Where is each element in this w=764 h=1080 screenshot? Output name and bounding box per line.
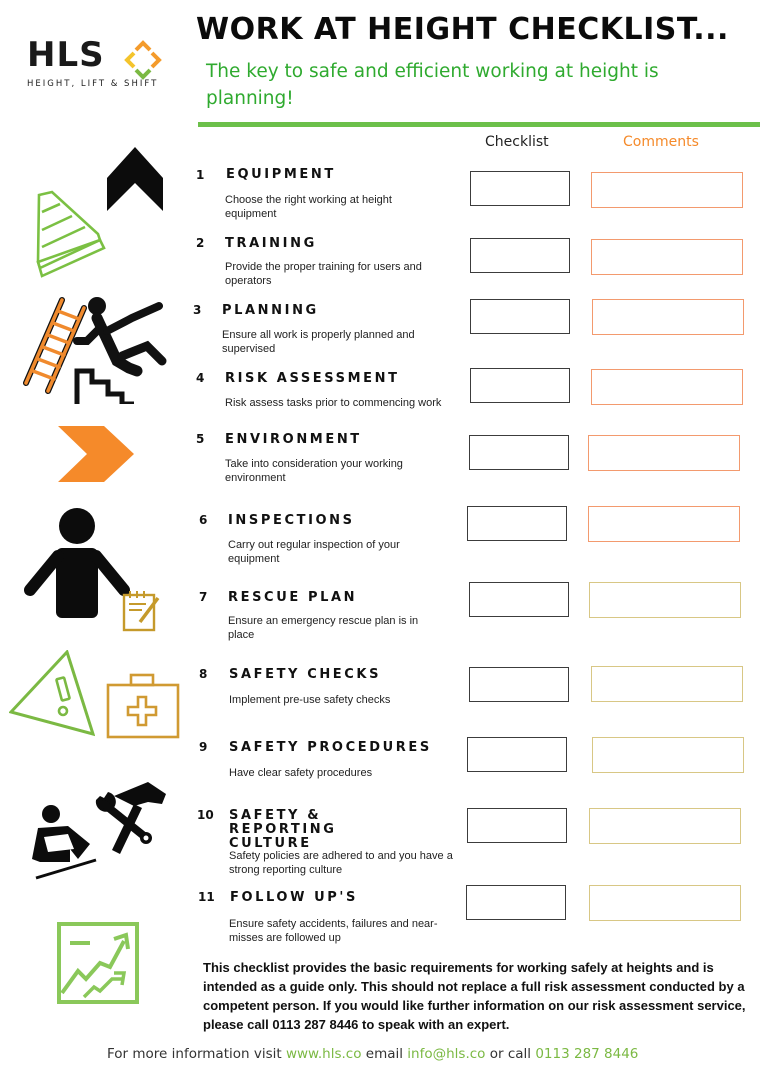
item-description: Provide the proper training for users and operators: [225, 261, 422, 287]
warning-triangle-icon: [9, 650, 95, 738]
comment-box-4[interactable]: [591, 369, 743, 405]
item-number: 5: [196, 432, 205, 446]
item-description: Ensure all work is properly planned and supervised: [222, 329, 415, 355]
checklist-box-2[interactable]: [470, 238, 570, 273]
item-description: Have clear safety procedures: [229, 767, 373, 779]
item-title: ENVIRONMENT: [225, 432, 362, 447]
item-title: INSPECTIONS: [228, 513, 355, 528]
logo-tagline: HEIGHT, LIFT & SHIFT: [27, 79, 159, 89]
comment-box-3[interactable]: [592, 299, 744, 335]
item-title: RESCUE PLAN: [228, 590, 358, 605]
website-link[interactable]: www.hls.co: [285, 1046, 362, 1062]
checklist-box-11[interactable]: [466, 885, 566, 920]
item-number: 3: [193, 303, 202, 317]
comment-box-6[interactable]: [588, 506, 740, 542]
checklist-box-6[interactable]: [467, 506, 567, 541]
checklist-box-9[interactable]: [467, 737, 567, 772]
item-description: Ensure an emergency rescue plan is in place: [228, 615, 419, 641]
checklist-box-7[interactable]: [469, 582, 569, 617]
checklist-box-8[interactable]: [469, 667, 569, 702]
notepad-icon: [122, 590, 162, 632]
checklist-column-header: Checklist: [485, 134, 549, 150]
comment-box-7[interactable]: [589, 582, 741, 618]
item-description: Carry out regular inspection of your equipment: [228, 539, 400, 565]
comments-column-header: Comments: [623, 134, 699, 150]
footer-call-label: or call: [485, 1046, 536, 1062]
first-aid-kit-icon: [104, 672, 180, 740]
comment-box-1[interactable]: [591, 172, 743, 208]
item-description: Take into consideration your working environment: [225, 458, 403, 484]
item-description: Ensure safety accidents, failures and near-misses are followed up: [229, 918, 438, 944]
growth-chart-icon: [56, 921, 140, 1005]
disclaimer-note: This checklist provides the basic requirements for working safely at heights and is intended as a guide only. This should not replace a full risk assessment conducted by a competent person. If you would like further information on our risk assessment service, please call 0113 287 8446 to speak with an expert.: [203, 960, 746, 1032]
page-subtitle: The key to safe and efficient working at height is planning!: [206, 61, 659, 109]
email-link[interactable]: info@hls.co: [407, 1046, 486, 1062]
item-title: SAFETY CHECKS: [229, 667, 382, 682]
item-title: SAFETY & REPORTING CULTURE: [229, 808, 337, 851]
checklist-box-1[interactable]: [470, 171, 570, 206]
item-description: Safety policies are adhered to and you have a strong reporting culture: [229, 850, 453, 876]
item-title: PLANNING: [222, 303, 319, 318]
item-title: SAFETY PROCEDURES: [229, 740, 432, 755]
page-title: WORK AT HEIGHT CHECKLIST...: [196, 12, 729, 47]
phone-link[interactable]: 0113 287 8446: [535, 1046, 639, 1062]
item-number: 9: [199, 740, 208, 754]
item-number: 8: [199, 667, 208, 681]
tools-icon: [86, 782, 168, 856]
footer-email-label: email: [361, 1046, 408, 1062]
item-number: 2: [196, 236, 205, 250]
checklist-box-4[interactable]: [470, 368, 570, 403]
comment-box-11[interactable]: [589, 885, 741, 921]
item-description: Choose the right working at height equipment: [225, 194, 392, 220]
comment-box-9[interactable]: [592, 737, 744, 773]
item-number: 6: [199, 513, 208, 527]
item-number: 4: [196, 371, 205, 385]
comment-box-10[interactable]: [589, 808, 741, 844]
item-number: 7: [199, 590, 208, 604]
footer-prefix: For more information visit: [107, 1046, 286, 1062]
item-title: FOLLOW UP'S: [230, 890, 358, 905]
falling-person-ladder-icon: [22, 296, 167, 404]
comment-box-2[interactable]: [591, 239, 743, 275]
item-title: TRAINING: [225, 236, 317, 251]
chevron-up-icon: [107, 147, 163, 211]
person-icon: [24, 508, 132, 620]
logo-diamond-icon: [124, 40, 162, 80]
item-title: RISK ASSESSMENT: [225, 371, 400, 386]
item-description: Risk assess tasks prior to commencing work: [225, 397, 442, 409]
item-description: Implement pre-use safety checks: [229, 694, 391, 706]
item-number: 11: [198, 890, 215, 904]
footer: [107, 1046, 638, 1062]
item-title: EQUIPMENT: [226, 167, 336, 182]
checklist-box-5[interactable]: [469, 435, 569, 470]
comment-box-8[interactable]: [591, 666, 743, 702]
item-number: 10: [197, 808, 214, 822]
checklist-box-3[interactable]: [470, 299, 570, 334]
item-number: 1: [196, 168, 205, 182]
checklist-box-10[interactable]: [467, 808, 567, 843]
logo-wordmark: HLS: [27, 35, 105, 75]
header-divider: [198, 122, 760, 127]
chevron-right-icon: [58, 426, 134, 482]
comment-box-5[interactable]: [588, 435, 740, 471]
traffic-cone-icon: [36, 190, 108, 280]
